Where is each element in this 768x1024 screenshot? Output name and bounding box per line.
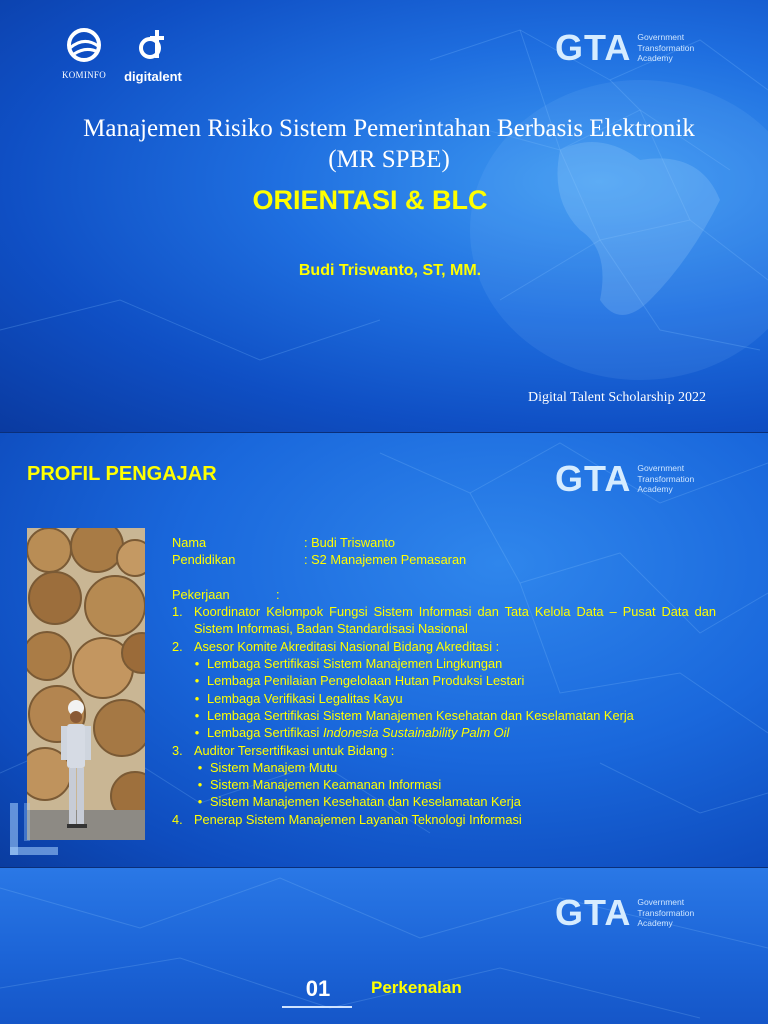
gta-logo xyxy=(555,458,695,499)
list-item: • Sistem Manajem Mutu xyxy=(197,759,338,775)
list-item: • Lembaga Penilaian Pengelolaan Hutan Produksi Lestari xyxy=(194,673,525,689)
digitalent-emblem-icon xyxy=(136,28,170,62)
title-slide xyxy=(0,0,768,433)
gta-logo xyxy=(555,27,695,68)
field-occupation: Pekerjaan : xyxy=(172,586,280,602)
presenter-photo xyxy=(27,528,145,840)
corner-bracket-icon xyxy=(10,803,58,855)
presenter-name: Budi Triswanto, ST, MM. xyxy=(298,262,482,279)
job-item: 1. Koordinator Kelompok Fungsi Sistem Informasi dan Tata Kelola Data – Pusat Data dan Sistem Informasi, Badan Standardisasi Nasional xyxy=(172,604,716,637)
network-background xyxy=(0,868,768,1024)
gta-mark: GTA xyxy=(555,458,632,499)
gta-subtitle: Government Transformation Academy xyxy=(637,32,695,64)
job-item: 3. Auditor Tersertifikasi untuk Bidang : xyxy=(172,742,395,758)
kominfo-label: KOMINFO xyxy=(61,70,107,80)
gta-logo xyxy=(555,892,695,933)
gta-subtitle: Government Transformation Academy xyxy=(637,897,695,929)
presentation-subtitle: ORIENTASI & BLC xyxy=(252,185,488,215)
section-underline xyxy=(282,1006,352,1008)
digitalent-logo xyxy=(118,28,188,84)
list-item: • Lembaga Sertifikasi Sistem Manajemen Kesehatan dan Keselamatan Kerja xyxy=(194,707,634,723)
section-slide xyxy=(0,868,768,1024)
gta-subtitle: Government Transformation Academy xyxy=(637,463,695,495)
section-label: Perkenalan xyxy=(371,978,462,997)
program-name: Digital Talent Scholarship 2022 xyxy=(527,390,706,405)
section-number: 01 xyxy=(305,976,331,1001)
profile-slide xyxy=(0,433,768,868)
kominfo-emblem-icon xyxy=(64,28,104,62)
job-item: 2. Asesor Komite Akreditasi Nasional Bidang Akreditasi : xyxy=(172,638,500,654)
field-education: Pendidikan : S2 Manajemen Pemasaran xyxy=(172,552,467,568)
list-item: • Sistem Manajemen Keamanan Informasi xyxy=(197,777,442,793)
job-item: 4. Penerap Sistem Manajemen Layanan Teknologi Informasi xyxy=(172,811,522,827)
presentation-title: Manajemen Risiko Sistem Pemerintahan Berbasis Elektronik (MR SPBE) xyxy=(83,115,695,173)
list-item: • Lembaga Verifikasi Legalitas Kayu xyxy=(194,690,403,706)
profile-details xyxy=(172,534,716,828)
gta-mark: GTA xyxy=(555,27,632,68)
kominfo-logo xyxy=(54,28,114,80)
page-title: PROFIL PENGAJAR xyxy=(27,463,217,485)
presenter-photo-image xyxy=(27,528,145,840)
digitalent-label: digitalent xyxy=(124,69,182,84)
gta-mark: GTA xyxy=(555,892,632,933)
list-item: • Lembaga Sertifikasi Indonesia Sustainability Palm Oil xyxy=(194,725,510,741)
field-name: Nama : Budi Triswanto xyxy=(172,535,396,550)
list-item: • Sistem Manajemen Kesehatan dan Keselamatan Kerja xyxy=(197,794,521,810)
list-item: • Lembaga Sertifikasi Sistem Manajemen Lingkungan xyxy=(194,656,503,672)
